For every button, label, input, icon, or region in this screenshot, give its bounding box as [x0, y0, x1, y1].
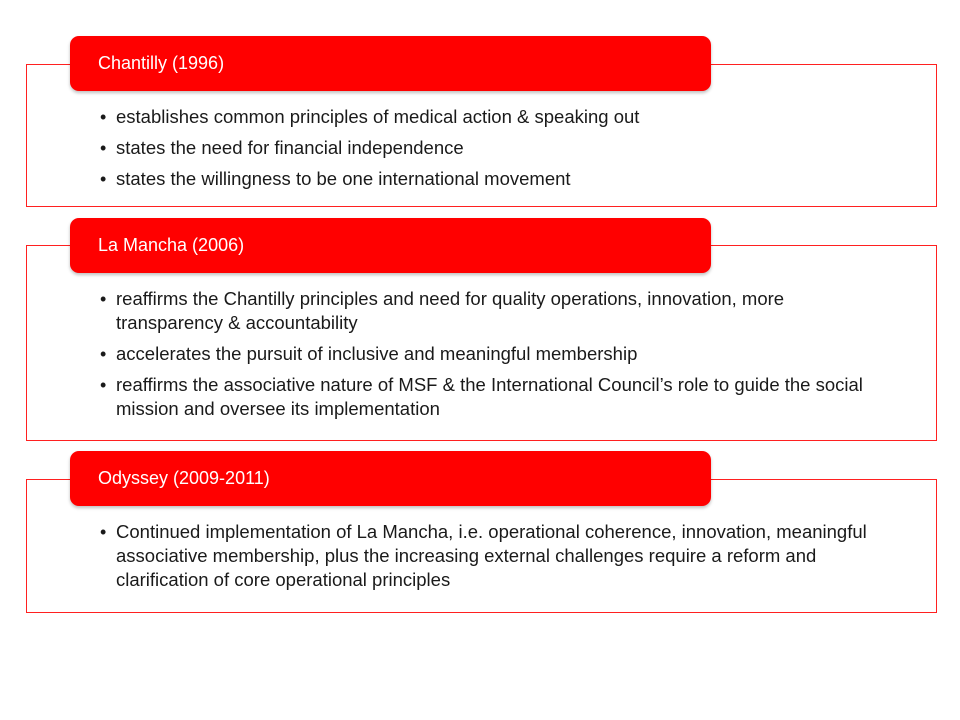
bullet-item	[88, 342, 888, 366]
bullet-text: establishes common principles of medical action & speaking out	[116, 106, 640, 127]
bullet-item	[88, 287, 888, 335]
bullet-item	[88, 373, 888, 421]
bullet-text: states the willingness to be one international movement	[116, 168, 571, 189]
bullet-icon: •	[100, 289, 107, 309]
bullet-list	[88, 287, 888, 428]
bullet-list	[88, 520, 888, 599]
bullet-text: accelerates the pursuit of inclusive and meaningful membership	[116, 343, 638, 364]
bullet-text: reaffirms the Chantilly principles and need for quality operations, innovation, more transparency & accountability	[116, 288, 785, 333]
bullet-text: states the need for financial independence	[116, 137, 464, 158]
bullet-icon: •	[100, 344, 107, 364]
bullet-text: Continued implementation of La Mancha, i.e. operational coherence, innovation, meaningful associative membership, plus the increasing external challenges require a reform and clarification of core operational principles	[116, 521, 867, 590]
section-header: Odyssey (2009-2011)	[70, 451, 711, 506]
bullet-item	[88, 167, 888, 191]
bullet-item	[88, 136, 888, 160]
bullet-item	[88, 520, 888, 592]
bullet-icon: •	[100, 375, 107, 395]
bullet-list	[88, 105, 888, 198]
bullet-icon: •	[100, 169, 107, 189]
bullet-icon: •	[100, 522, 107, 542]
bullet-text: reaffirms the associative nature of MSF & the International Council’s role to guide the social mission and oversee its implementation	[116, 374, 863, 419]
section-header: Chantilly (1996)	[70, 36, 711, 91]
section-header: La Mancha (2006)	[70, 218, 711, 273]
bullet-icon: •	[100, 138, 107, 158]
bullet-icon: •	[100, 107, 107, 127]
bullet-item	[88, 105, 888, 129]
